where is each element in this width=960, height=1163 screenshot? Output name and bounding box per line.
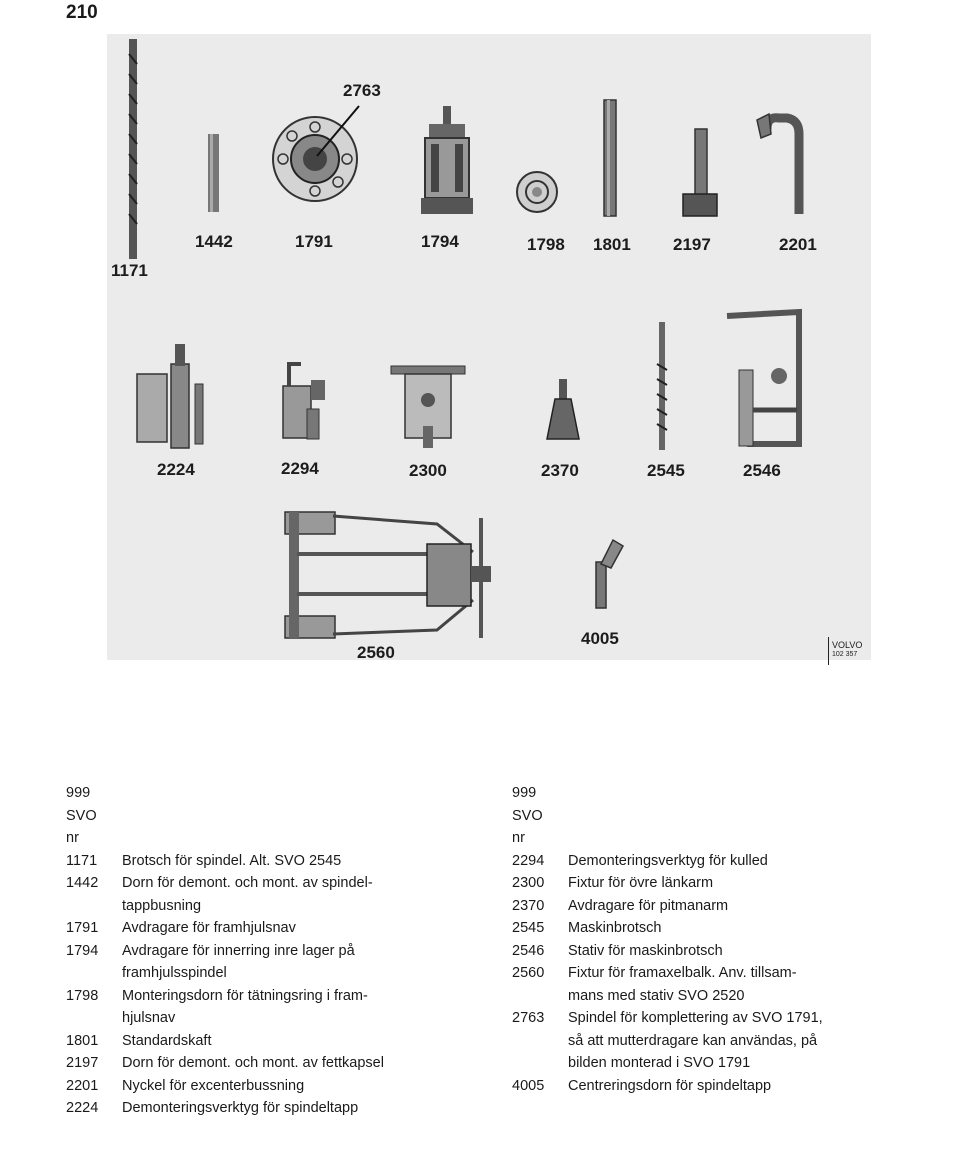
tool-list-right (512, 782, 892, 1097)
list-item (66, 850, 446, 873)
header-nr: nr (512, 830, 525, 846)
tool-description: Avdragare för pitmanarm (568, 897, 729, 914)
label-2763: 2763 (343, 81, 381, 100)
header-svo: SVO (512, 807, 543, 824)
list-item (512, 850, 892, 873)
tool-description: Brotsch för spindel. Alt. SVO 2545 (122, 852, 342, 869)
label-2197: 2197 (673, 235, 711, 254)
header-nr: nr (66, 830, 79, 846)
tool-number: 1791 (66, 920, 99, 936)
list-item (512, 917, 892, 940)
label-2370: 2370 (541, 461, 579, 480)
label-2560: 2560 (357, 643, 395, 660)
tool-number: 2560 (512, 965, 545, 981)
label-2300: 2300 (409, 461, 447, 480)
tool-description: Centreringsdorn för spindeltapp (568, 1077, 772, 1094)
tool-number: 2224 (66, 1100, 99, 1116)
list-item (512, 1007, 892, 1030)
tools-photo (107, 34, 871, 660)
label-1442: 1442 (195, 232, 233, 251)
tool-description: Nyckel för excenterbussning (122, 1077, 305, 1094)
list-item (66, 985, 446, 1008)
tool-1171-reamer (129, 39, 137, 259)
list-item (512, 1075, 892, 1098)
tool-description: Fixtur för övre länkarm (568, 875, 714, 891)
label-1171: 1171 (111, 261, 148, 280)
tool-number: 2545 (512, 920, 545, 936)
header-999: 999 (66, 785, 91, 801)
tool-description: Demonteringsverktyg för spindeltapp (122, 1100, 359, 1116)
tool-description: bilden monterad i SVO 1791 (568, 1055, 751, 1071)
list-item-continuation (512, 985, 892, 1008)
tool-number: 1171 (66, 852, 98, 869)
label-2294: 2294 (281, 459, 319, 478)
tool-description: framhjulsspindel (122, 965, 227, 981)
label-2546: 2546 (743, 461, 781, 480)
tool-description: Fixtur för framaxelbalk. Anv. tillsam- (568, 965, 797, 981)
list-item (512, 962, 892, 985)
tool-description: Dorn för demont. och mont. av fettkapsel (122, 1055, 384, 1071)
tool-description: mans med stativ SVO 2520 (568, 987, 745, 1004)
list-item (512, 895, 892, 918)
label-1798: 1798 (527, 235, 565, 254)
page-number: 210 (66, 2, 98, 23)
label-1794: 1794 (421, 232, 459, 251)
label-1801: 1801 (593, 235, 631, 254)
tool-1442-drift (208, 134, 219, 212)
tool-description: Monteringsdorn för tätningsring i fram- (122, 987, 368, 1004)
tool-number: 2300 (512, 875, 545, 891)
tool-number: 2197 (66, 1055, 99, 1071)
tool-description: Demonteringsverktyg för kulled (568, 852, 768, 869)
list-item-continuation (66, 962, 446, 985)
tool-1798-mandrel (517, 172, 557, 212)
volvo-mark-line2: 102 357 (832, 651, 858, 658)
tool-description: Standardskaft (122, 1032, 212, 1049)
list-item-continuation (66, 895, 446, 918)
list-item (66, 872, 446, 895)
tool-description: Avdragare för framhjulsnav (122, 920, 296, 936)
label-4005: 4005 (581, 629, 619, 648)
tool-number: 1798 (66, 987, 99, 1004)
tool-description: Stativ för maskinbrotsch (568, 942, 723, 959)
list-item-continuation (512, 1030, 892, 1053)
label-1791: 1791 (295, 232, 333, 251)
tool-number: 2370 (512, 897, 545, 914)
header-svo: SVO (66, 807, 97, 824)
tool-description: Dorn för demont. och mont. av spindel- (122, 875, 373, 891)
list-item (66, 917, 446, 940)
tool-number: 2546 (512, 942, 545, 959)
tool-number: 1801 (66, 1032, 99, 1049)
list-item (512, 940, 892, 963)
list-item (66, 1030, 446, 1053)
tool-description: Avdragare för innerring inre lager på (122, 942, 355, 959)
tool-description: Maskinbrotsch (568, 920, 662, 936)
tool-description: hjulsnav (122, 1010, 176, 1026)
tool-list-left (66, 782, 446, 1120)
tool-number: 2763 (512, 1010, 545, 1026)
tool-1801-handle (604, 100, 616, 216)
tool-number: 2201 (66, 1077, 99, 1094)
header-999: 999 (512, 785, 537, 801)
tool-number: 2294 (512, 852, 545, 869)
list-item (66, 940, 446, 963)
tool-number: 4005 (512, 1077, 545, 1094)
tool-number: 1794 (66, 942, 99, 959)
label-2545: 2545 (647, 461, 685, 480)
volvo-mark (828, 637, 880, 665)
tool-description: så att mutterdragare kan användas, på (568, 1032, 818, 1049)
list-item (512, 872, 892, 895)
label-2224: 2224 (157, 460, 195, 479)
label-2201: 2201 (779, 235, 817, 254)
volvo-mark-line1: VOLVO (832, 640, 863, 650)
tool-number: 1442 (66, 875, 99, 891)
tool-description: tappbusning (122, 897, 202, 914)
tool-description: Spindel för komplettering av SVO 1791, (568, 1010, 823, 1026)
list-item (66, 1097, 446, 1120)
list-item-continuation (512, 1052, 892, 1075)
list-item (66, 1052, 446, 1075)
list-item-continuation (66, 1007, 446, 1030)
list-item (66, 1075, 446, 1098)
